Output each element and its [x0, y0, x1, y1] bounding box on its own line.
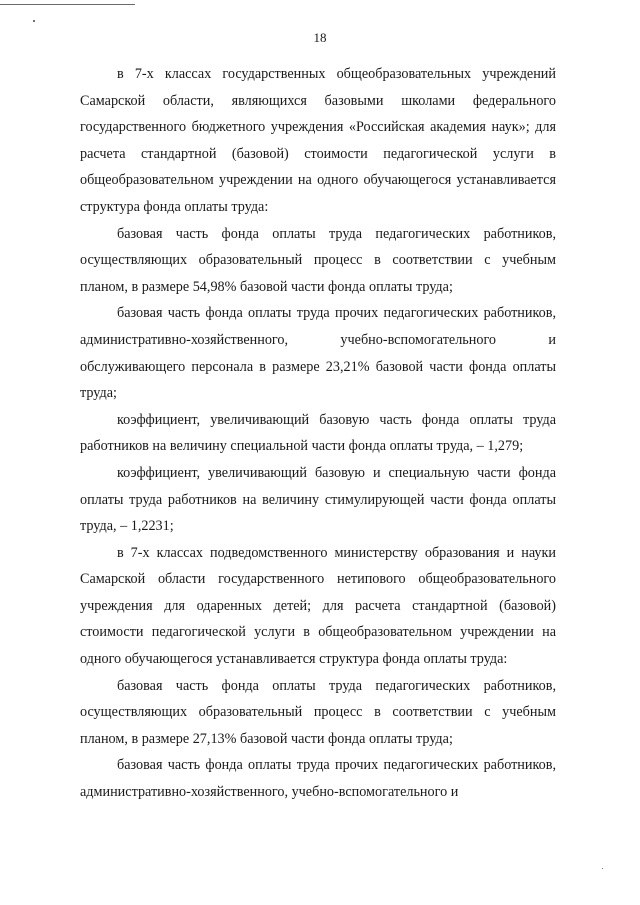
scan-artifact-line — [0, 4, 135, 5]
paragraph: базовая часть фонда оплаты труда прочих педагогических работников, административно-хозяйственного, учебно-вспомогательного и — [80, 757, 556, 801]
scan-artifact-dot — [602, 868, 603, 869]
paragraph: базовая часть фонда оплаты труда педагогических работников, осуществляющих образовательный процесс в соответствии с учебным планом, в размере 27,13% базовой части фонда оплаты труда; — [80, 677, 556, 747]
scan-artifact-dot — [33, 20, 35, 22]
page-number: 18 — [313, 30, 327, 45]
paragraph: базовая часть фонда оплаты труда прочих педагогических работников, административно-хозяйственного, учебно-вспомогательного и обслуживающего персонала в размере 23,21% базовой части фонда оплаты труда; — [80, 305, 556, 402]
paragraph: базовая часть фонда оплаты труда педагогических работников, осуществляющих образовательный процесс в соответствии с учебным планом, в размере 54,98% базовой части фонда оплаты труда; — [80, 225, 556, 295]
paragraph: в 7-х классах подведомственного министерству образования и науки Самарской области государственного нетипового общеобразовательного учреждения для одаренных детей; для расчета стандартной (базовой) стоимости педагогической услуги в общеобразовательном учреждении на одного обучающегося устанавливается структура фонда оплаты труда: — [80, 544, 556, 668]
paragraph: в 7-х классах государственных общеобразовательных учреждений Самарской области, являющихся базовыми школами федерального государственного бюджетного учреждения «Российская академия наук»; для расчета стандартной (базовой) стоимости педагогической услуги в общеобразовательном учреждении на одного обучающегося устанавливается структура фонда оплаты труда: — [80, 66, 556, 215]
document-body — [80, 61, 556, 806]
paragraph: коэффициент, увеличивающий базовую и специальную части фонда оплаты труда работников на величину стимулирующей части фонда оплаты труда, – 1,2231; — [80, 464, 556, 535]
paragraph: коэффициент, увеличивающий базовую часть фонда оплаты труда работников на величину специальной части фонда оплаты труда, – 1,279; — [80, 411, 556, 455]
